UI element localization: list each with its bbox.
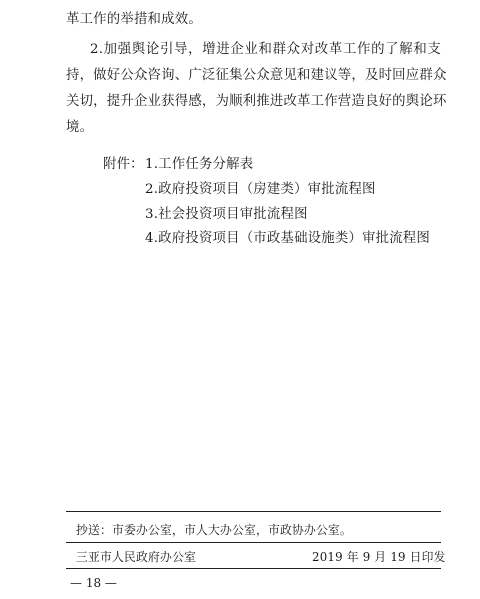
paragraph-1-tail: 革工作的举措和成效。 (66, 12, 202, 27)
attachment-item-3: 3.社会投资项目审批流程图 (145, 207, 308, 222)
attachment-item-4: 4.政府投资项目（市政基础设施类）审批流程图 (145, 231, 430, 246)
attachment-item-1: 1.工作任务分解表 (145, 157, 254, 172)
attachment-item-2: 2.政府投资项目（房建类）审批流程图 (145, 182, 376, 197)
page-number: — 18 — (70, 576, 117, 590)
attachments-label: 附件： (103, 157, 144, 172)
cc-line: 抄送：市委办公室，市人大办公室，市政协办公室。 (76, 523, 352, 537)
issue-date: 2019 年 9 月 19 日印发 (312, 550, 446, 564)
paragraph-2-line-4: 境。 (66, 120, 94, 135)
footer-bottom-rule (66, 568, 441, 569)
issuer-name: 三亚市人民政府办公室 (76, 550, 196, 564)
paragraph-2-line-2: 持，做好公众咨询、广泛征集公众意见和建议等，及时回应群众 (66, 68, 447, 83)
footer-top-rule (66, 511, 441, 512)
paragraph-2-line-3: 关切，提升企业获得感，为顺利推进改革工作营造良好的舆论环 (66, 94, 447, 109)
footer-middle-rule (66, 542, 441, 543)
paragraph-2-line-1: 2.加强舆论引导，增进企业和群众对改革工作的了解和支 (90, 42, 441, 57)
